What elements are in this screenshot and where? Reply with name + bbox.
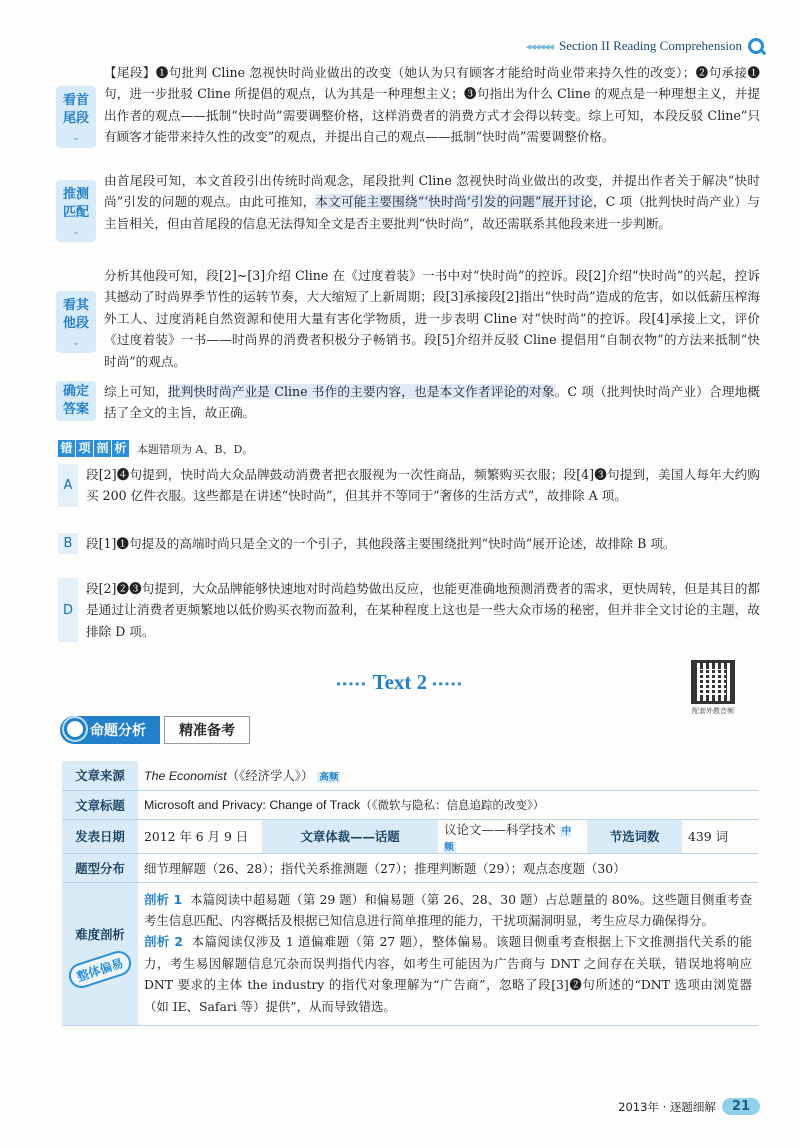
highlighted-text: 本文可能主要围绕“‘快时尚’引发的问题”展开讨论 <box>315 194 593 210</box>
title-cn: （《微软与隐私：信息追踪的改变》） <box>360 797 545 812</box>
option-a <box>58 464 760 507</box>
title-char: 析 <box>112 440 129 457</box>
page-header <box>526 38 764 54</box>
title-char: 错 <box>58 440 75 457</box>
analysis-text: 本篇阅读中超易题（第 29 题）和偏易题（第 26、28、30 题）占总题量的 80%。这些题目侧重考查考生信息匹配、内容概括及根据已知信息进行简单推理的能力，干扰项漏洞明显，考生应尽力确保得分。 <box>144 891 752 928</box>
option-text: 段[1]❶句提及的高端时尚只是全文的一个引子，其他段落主要围绕批判“快时尚”展开论述，故排除 B 项。 <box>86 536 676 551</box>
block-text: 【尾段】❶句批判 Cline 忽视快时尚业做出的改变（她认为只有顾客才能给时尚业带来持久性的改变）；❷句承接❶句，进一步批驳 Cline 所提倡的观点，认为其是一种理想主义；❸句指出为什么 Cline 的观点是一种理想主义，并提出作者的观点——抵制“快时尚”需要调整价格，这样消费者的消费方式才会得以转变。综上可知，本段反驳 Cline“只有顾客才能带来持久性的改变”的观点，并提出自己的观点——抵制“快时尚”需要调整价格。 <box>104 65 760 145</box>
table-row <box>62 882 758 1025</box>
error-analysis-title <box>58 440 129 457</box>
page-footer <box>618 1098 760 1115</box>
block-infer-match <box>58 170 761 237</box>
analysis-header <box>60 716 250 744</box>
option-d <box>58 578 760 642</box>
row-label: 文章来源 <box>62 761 138 790</box>
chevron-down-icon: ⌄ <box>72 338 80 348</box>
row-label: 文章标题 <box>62 790 138 819</box>
block-confirm-answer <box>58 381 760 424</box>
analysis-header-main: 命题分析 <box>90 723 146 739</box>
genre-value: 议论文——科学技术 <box>444 821 556 837</box>
dots-decoration-icon: ▪▪▪▪▪ <box>432 676 464 691</box>
analysis-1 <box>144 889 752 932</box>
row-label: 文章体裁——话题 <box>262 819 438 853</box>
row-label: 节选词数 <box>587 819 682 853</box>
title-char: 剖 <box>94 440 111 457</box>
qr-caption: 配套外教音频 <box>692 707 734 715</box>
chevron-down-icon: ⌄ <box>72 133 80 143</box>
difficulty-stamp: 整体偏易 <box>66 948 135 992</box>
question-types: 细节理解题（26、28）；指代关系推测题（27）；推理判断题（29）；观点态度题（30） <box>138 853 758 882</box>
table-row <box>62 853 758 882</box>
dots-decoration-icon: ▪▪▪▪▪ <box>336 676 368 691</box>
text2-heading <box>0 670 800 695</box>
option-letter: D <box>58 578 78 642</box>
magnifier-icon <box>64 718 86 740</box>
step-tag <box>56 86 96 148</box>
title-en: Microsoft and Privacy: Change of Track <box>144 797 361 812</box>
title-cell <box>138 790 758 819</box>
text2-title: Text 2 <box>372 670 428 694</box>
text-segment: 由首尾段可知，本文首段引出传统时尚观念，尾段批判 Cline 忽视快时尚业做出的改变，并提出作者关于解决“快时尚”引发的问题的观点。由此可推知， <box>104 173 760 210</box>
table-row <box>62 790 758 819</box>
block-text: 分析其他段可知，段[2]~[3]介绍 Cline 在《过度着装》一书中对“快时尚”的控诉。段[2]介绍“快时尚”的兴起，控诉其撼动了时尚界季节性的运转节奏，大大缩短了上新周期；段[3]承接段[2]指出“快时尚”造成的危害，如以低薪压榨海外工人、过度消耗自然资源和使用大量有害化学物质，进一步表明 Cline 对“快时尚”的控诉。段[4]承接上文，评价《过度着装》一书——时尚界的消费者积极分子畅销书。段[5]介绍并反驳 Cline 提倡用“自制衣物”的方法来抵制“快时尚”的观点。 <box>104 268 760 369</box>
footer-label: 2013年 · 逐题细解 <box>618 1099 716 1114</box>
step-tag-label: 推测 匹配 <box>62 187 89 220</box>
analysis-2 <box>144 931 752 1017</box>
table-row <box>62 761 758 790</box>
table-row <box>62 819 758 853</box>
row-label <box>62 882 138 1025</box>
option-b <box>58 533 760 554</box>
qr-code-icon[interactable] <box>691 660 735 704</box>
error-analysis-header <box>58 440 253 457</box>
section-title: Section II Reading Comprehension <box>558 38 742 53</box>
text-segment: 综上可知， <box>104 384 168 399</box>
title-char: 项 <box>76 440 93 457</box>
analysis-header-pill <box>60 716 160 744</box>
analysis-text: 本篇阅读仅涉及 1 道偏难题（第 27 题），整体偏易。该题目侧重考查根据上下文推测指代关系的能力，考生易因解题信息冗杂而误判指代内容，如考生可能因为广告商与 DNT 之间存在关联，错误地将响应 DNT 要求的主体 the industry 的指代对象理解为“广告商”，忽略了段[3]❷句所述的“DNT 选项由浏览器（如 IE、Safari 等）提供”，从而导致错选。 <box>144 934 752 1014</box>
frequency-badge: 中频 <box>444 825 572 853</box>
source-cn: （《经济学人》） <box>226 768 314 784</box>
block-text <box>104 381 760 424</box>
step-tag <box>56 381 96 421</box>
option-text: 段[2]❹句提到，快时尚大众品牌鼓动消费者把衣服视为一次性商品，频繁购买衣服；段[4]❸句提到，美国人每年大约购买 200 亿件衣服。这些都是在讲述“快时尚”，但其并不等同于“奢侈的生活方式”，故排除 A 项。 <box>86 467 760 504</box>
block-look-first-last <box>58 62 760 148</box>
frequency-badge: 高频 <box>319 772 339 784</box>
step-tag-label: 确定 答案 <box>62 384 89 417</box>
row-label: 发表日期 <box>62 819 138 853</box>
step-tag-label: 看首 尾段 <box>62 93 89 126</box>
text-segment: 。C 项（批判快时尚产业）合理地概括了全文的主旨，故正确。 <box>104 384 760 421</box>
word-count: 439 词 <box>682 819 758 853</box>
option-letter: B <box>58 533 78 554</box>
difficulty-label: 难度剖析 <box>75 927 125 943</box>
error-note: 本题错项为 A、B、D。 <box>137 442 254 456</box>
chevron-down-icon: ⌄ <box>72 227 80 237</box>
step-tag-label: 看其 他段 <box>62 298 89 331</box>
row-label: 题型分布 <box>62 853 138 882</box>
analysis-header-sub: 精准备考 <box>164 716 250 744</box>
option-letter: A <box>58 464 78 507</box>
page-number: 21 <box>722 1098 760 1115</box>
date-value: 2012 年 6 月 9 日 <box>138 819 262 853</box>
analysis-label: 剖析 1 <box>144 891 183 907</box>
source-en: The Economist <box>144 769 227 784</box>
highlighted-text: 批判快时尚产业是 Cline 书作的主要内容，也是本文作者评论的对象 <box>167 384 555 399</box>
source-cell <box>138 761 758 790</box>
step-tag <box>56 291 96 353</box>
block-look-other <box>58 265 760 372</box>
analysis-label: 剖析 2 <box>144 934 184 950</box>
article-info-table <box>62 761 758 1026</box>
block-text <box>104 170 760 234</box>
magnifier-icon <box>748 38 764 54</box>
option-text: 段[2]❷❸句提到，大众品牌能够快速地对时尚趋势做出反应，也能更准确地预测消费者的需求，更快周转，但是其目的都是通过让消费者更频繁地以低价购买衣物而盈利，在某种程度上这也是一些大众市场的秘密，但并非全文讨论的主题，故排除 D 项。 <box>86 581 760 639</box>
difficulty-analysis <box>138 882 758 1025</box>
step-tag <box>56 180 96 242</box>
text-segment: ，C 项（批判快时尚产业）与主旨相关，但由首尾段的信息无法得知全文是否主要批判“快时尚”，故还需联系其他段来进一步判断。 <box>104 194 761 231</box>
arrow-decoration-icon: ◂◂◂◂◂◂ <box>525 39 553 53</box>
genre-cell <box>438 819 587 853</box>
